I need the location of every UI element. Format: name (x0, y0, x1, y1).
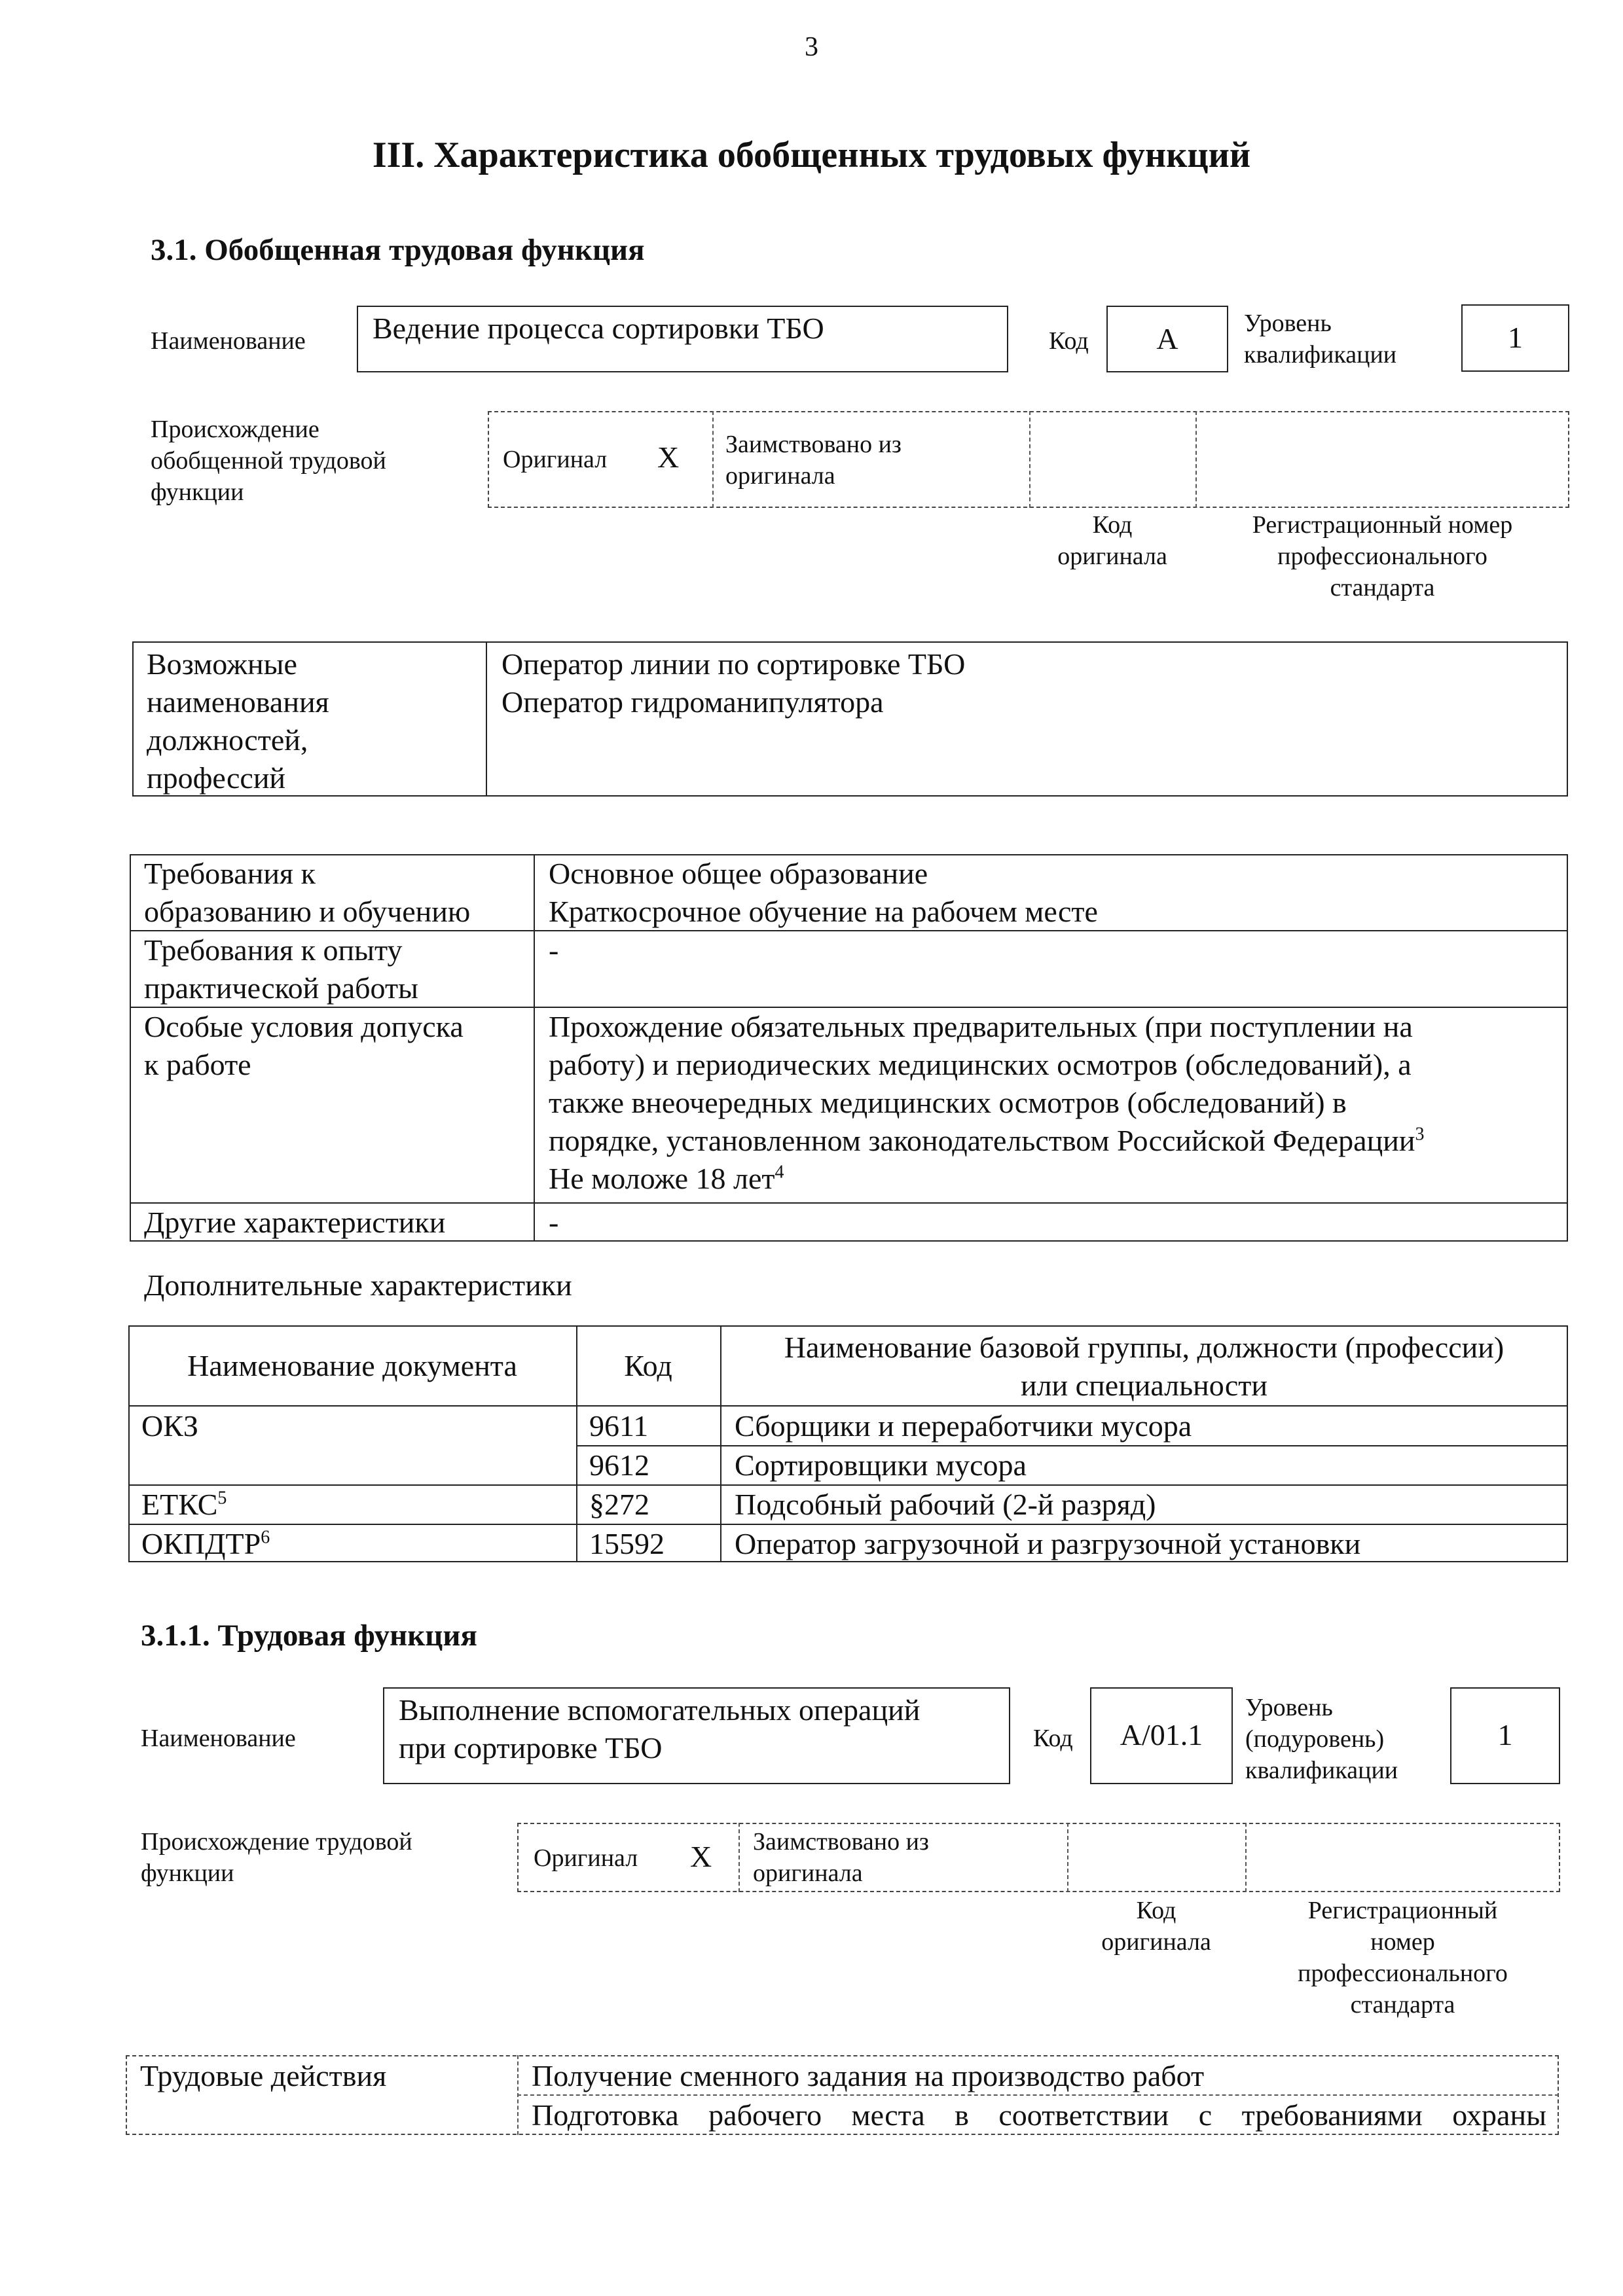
row-code: 9612 (589, 1448, 649, 1482)
gtf-level-label-1: Уровень (1244, 310, 1332, 337)
req-exp-label-1: Требования к опыту (144, 933, 403, 967)
gtf-reg-2: профессионального (1277, 543, 1487, 570)
tf-code-orig-1: Код (1136, 1897, 1176, 1924)
tf-original-label: Оригинал (534, 1844, 638, 1872)
gtf-borrowed-label-1: Заимствовано из (725, 431, 902, 458)
gtf-name-value: Ведение процесса сортировки ТБО (373, 312, 824, 345)
tf-reg-2: номер (1370, 1928, 1435, 1956)
req-cond-label-1: Особые условия допуска (144, 1010, 464, 1043)
req-other-label: Другие характеристики (144, 1206, 446, 1239)
footnote-ref: 3 (1415, 1124, 1425, 1145)
row-code: §272 (589, 1488, 649, 1521)
tf-code-label: Код (1033, 1725, 1073, 1752)
row-code: 15592 (589, 1527, 665, 1560)
additional-row-line (576, 1445, 1568, 1446)
action-item: Получение сменного задания на производство работ (532, 2059, 1205, 2092)
tf-name-value-2: при сортировке ТБО (399, 1731, 663, 1765)
actions-label: Трудовые действия (140, 2059, 387, 2092)
req-cond-line-5-text: Не моложе 18 лет (549, 1162, 775, 1195)
tf-name-label: Наименование (141, 1725, 296, 1752)
req-cond-line-3: также внеочередных медицинских осмотров (обследований) в (549, 1086, 1347, 1119)
gtf-origin-label-1: Происхождение (151, 416, 319, 443)
requirements-divider (534, 854, 535, 1242)
tf-borrowed-label-1: Заимствовано из (753, 1828, 929, 1856)
gtf-origin-label-3: функции (151, 478, 244, 506)
tf-code-value: A/01.1 (1120, 1718, 1203, 1751)
tf-level-value: 1 (1497, 1718, 1513, 1751)
additional-row-line (128, 1405, 1568, 1407)
col-doc-header: Наименование документа (187, 1349, 517, 1382)
section-title: III. Характеристика обобщенных трудовых функций (372, 135, 1251, 175)
col-code-header: Код (624, 1349, 672, 1382)
gtf-origin-divider (1195, 411, 1197, 508)
additional-heading: Дополнительные характеристики (144, 1268, 572, 1302)
position-item: Оператор гидроманипулятора (501, 685, 884, 719)
gtf-level-label-2: квалификации (1244, 341, 1397, 368)
positions-label-2: наименования (147, 685, 329, 719)
gtf-code-label: Код (1049, 327, 1089, 355)
gtf-code-value: A (1156, 322, 1178, 355)
gtf-borrowed-label-2: оригинала (725, 462, 835, 490)
req-cond-line-1: Прохождение обязательных предварительных (при поступлении на (549, 1010, 1413, 1043)
gtf-origin-box (488, 411, 1569, 508)
gtf-name-label: Наименование (151, 327, 306, 355)
col-name-header-1: Наименование базовой группы, должности (профессии) (784, 1331, 1504, 1364)
row-doc (141, 1486, 227, 1524)
row-doc: ОКЗ (141, 1409, 198, 1443)
tf-origin-divider (1067, 1823, 1068, 1892)
gtf-code-box (1106, 306, 1228, 372)
req-other-value: - (549, 1206, 559, 1239)
req-cond-line-4-text: порядке, установленном законодательством Российской Федерации (549, 1124, 1415, 1157)
row-name: Подсобный рабочий (2-й разряд) (735, 1488, 1156, 1521)
gtf-code-orig-1: Код (1092, 511, 1133, 539)
req-edu-label-1: Требования к (144, 857, 316, 890)
tf-level-label-3: квалификации (1245, 1757, 1398, 1784)
gtf-reg-1: Регистрационный номер (1252, 511, 1513, 539)
row-name: Оператор загрузочной и разгрузочной установки (735, 1527, 1361, 1560)
tf-code-box (1090, 1687, 1233, 1784)
page-number: 3 (805, 32, 818, 62)
tf-origin-label-1: Происхождение трудовой (141, 1828, 412, 1856)
req-cond-line-2: работу) и периодических медицинских осмотров (обследований), а (549, 1048, 1412, 1081)
req-edu-value-1: Основное общее образование (549, 857, 928, 890)
req-edu-label-2: образованию и обучению (144, 895, 471, 928)
gtf-level-box (1461, 304, 1569, 372)
row-doc-text: ОКПДТР (141, 1527, 261, 1560)
positions-divider (486, 641, 487, 797)
tf-reg-4: стандарта (1350, 1991, 1455, 2018)
tf-name-value-1: Выполнение вспомогательных операций (399, 1693, 921, 1727)
tf-code-orig-2: оригинала (1101, 1928, 1211, 1956)
tf-level-label-1: Уровень (1245, 1694, 1333, 1721)
tf-original-mark: X (690, 1840, 712, 1873)
gtf-heading: 3.1. Обобщенная трудовая функция (151, 233, 645, 267)
tf-name-box (383, 1687, 1010, 1784)
tf-borrowed-label-2: оригинала (753, 1859, 863, 1887)
action-item: Подготовка рабочего места в соответствии с требованиями охраны (532, 2098, 1546, 2132)
tf-origin-box (517, 1823, 1560, 1892)
col-name-header-2: или специальности (1020, 1369, 1268, 1402)
req-cond-line-4 (549, 1122, 1424, 1160)
row-doc (141, 1525, 270, 1563)
gtf-code-orig-2: оригинала (1057, 543, 1167, 570)
footnote-ref: 5 (217, 1488, 227, 1509)
gtf-name-box (357, 306, 1008, 372)
positions-label-3: должностей, (147, 723, 308, 757)
gtf-origin-divider (712, 411, 714, 508)
tf-heading: 3.1.1. Трудовая функция (141, 1619, 477, 1653)
footnote-ref: 6 (261, 1527, 270, 1548)
req-exp-label-2: практической работы (144, 971, 418, 1005)
positions-label-4: профессий (147, 761, 286, 795)
row-code: 9611 (589, 1409, 649, 1443)
req-cond-line-5 (549, 1160, 784, 1198)
row-doc-text: ЕТКС (141, 1488, 218, 1521)
tf-origin-label-2: функции (141, 1859, 234, 1887)
gtf-level-value: 1 (1508, 321, 1523, 354)
position-item: Оператор линии по сортировке ТБО (501, 647, 966, 681)
tf-origin-divider (739, 1823, 740, 1892)
req-cond-label-2: к работе (144, 1048, 251, 1081)
tf-level-box (1450, 1687, 1560, 1784)
gtf-original-label: Оригинал (503, 446, 608, 473)
gtf-original-mark: X (657, 440, 680, 474)
tf-level-label-2: (подуровень) (1245, 1725, 1385, 1753)
tf-reg-3: профессионального (1298, 1960, 1508, 1987)
positions-label-1: Возможные (147, 647, 297, 681)
req-edu-value-2: Краткосрочное обучение на рабочем месте (549, 895, 1098, 928)
tf-reg-1: Регистрационный (1307, 1897, 1498, 1924)
gtf-reg-3: стандарта (1330, 574, 1435, 601)
footnote-ref: 4 (775, 1162, 784, 1183)
row-name: Сортировщики мусора (735, 1448, 1027, 1482)
gtf-origin-label-2: обобщенной трудовой (151, 447, 386, 475)
tf-origin-divider (1245, 1823, 1247, 1892)
row-name: Сборщики и переработчики мусора (735, 1409, 1192, 1443)
gtf-origin-divider (1029, 411, 1030, 508)
req-exp-value: - (549, 933, 559, 967)
